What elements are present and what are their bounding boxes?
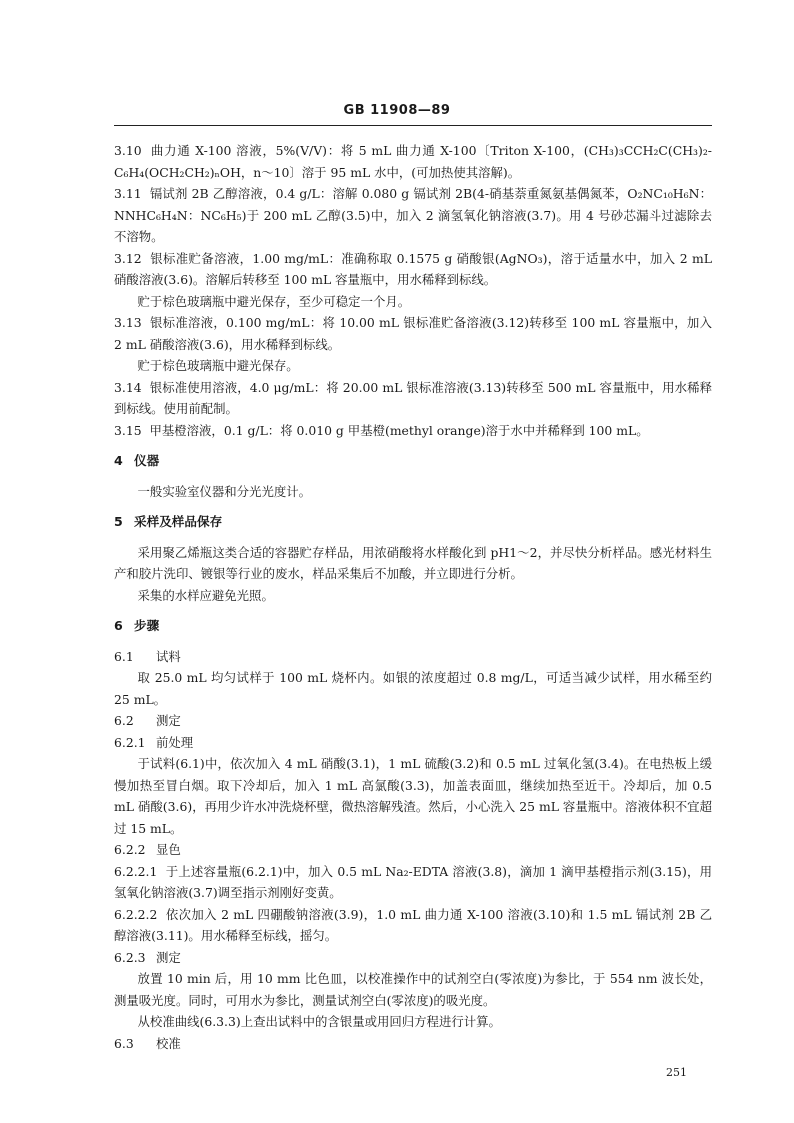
reagent-text: 银标准溶液，0.100 mg/mL：将 10.00 mL 银标准贮备溶液(3.12)转移至 100 mL 容量瓶中，加入 2 mL 硝酸溶液(3.6)，用水稀释到标线。 bbox=[114, 315, 712, 352]
reagent-item bbox=[114, 140, 712, 183]
paragraph: 取 25.0 mL 均匀试样于 100 mL 烧杯内。如银的浓度超过 0.8 mg/L，可适当减少试样，用水稀至约 25 mL。 bbox=[114, 670, 712, 707]
reagent-item bbox=[114, 312, 712, 355]
subsection-heading bbox=[114, 710, 712, 732]
section-number: 4 bbox=[114, 453, 123, 468]
reagent-number: 3.15 bbox=[114, 422, 142, 438]
section-number: 5 bbox=[114, 514, 123, 529]
subsection-number: 6.2.1 bbox=[114, 734, 146, 750]
section-heading-sampling bbox=[114, 511, 712, 533]
subsection-title: 校准 bbox=[156, 1035, 181, 1051]
subsection-heading bbox=[114, 839, 712, 861]
clause-text: 依次加入 2 mL 四硼酸钠溶液(3.9)，1.0 mL 曲力通 X-100 溶液(3.10)和 1.5 mL 镉试剂 2B 乙醇溶液(3.11)。用水稀释至标线，摇匀。 bbox=[114, 906, 712, 943]
section-number: 6 bbox=[114, 618, 123, 633]
subsection-heading bbox=[114, 646, 712, 668]
subsection-number: 6.1 bbox=[114, 648, 134, 664]
subsection-title: 试料 bbox=[156, 648, 181, 664]
subsection-heading bbox=[114, 947, 712, 969]
subsection-number: 6.2.2 bbox=[114, 842, 146, 857]
reagent-number: 3.10 bbox=[114, 143, 142, 158]
subsection-number: 6.2.3 bbox=[114, 949, 146, 965]
section-title: 步骤 bbox=[134, 618, 160, 633]
paragraph: 于试料(6.1)中，依次加入 4 mL 硝酸(3.1)，1 mL 硫酸(3.2)和 0.5 mL 过氧化氢(3.4)。在电热板上缓慢加热至冒白烟。取下冷却后，加入 1 mL 高氯酸(3.3)，加盖表面皿，继续加热至近干。冷却后，加 0.5 mL 硝酸(3.6)，再用少许水冲洗烧杯壁，微热溶解残渣。然后，小心洗入 25 mL 容量瓶中。溶液体积不宜超过 15 mL。 bbox=[114, 756, 712, 836]
subsection-heading bbox=[114, 732, 712, 754]
subsection-number: 6.3 bbox=[114, 1035, 134, 1051]
reagent-item bbox=[114, 377, 712, 420]
storage-note: 贮于棕色玻璃瓶中避光保存，至少可稳定一个月。 bbox=[137, 293, 411, 309]
subsection-title: 测定 bbox=[156, 713, 181, 728]
clause-number: 6.2.2.2 bbox=[114, 906, 158, 922]
numbered-paragraph bbox=[114, 904, 712, 947]
subsection-number: 6.2 bbox=[114, 713, 134, 728]
reagent-list bbox=[114, 140, 712, 441]
reagent-number: 3.13 bbox=[114, 315, 142, 330]
subsection-title: 显色 bbox=[156, 842, 181, 857]
header-rule bbox=[114, 125, 712, 126]
reagent-item bbox=[114, 420, 712, 442]
reagent-text: 银标准使用溶液，4.0 μg/mL：将 20.00 mL 银标准溶液(3.13)转移至 500 mL 容量瓶中，用水稀释到标线。使用前配制。 bbox=[114, 379, 712, 416]
paragraph: 放置 10 min 后，用 10 mm 比色皿，以校准操作中的试剂空白(零浓度)为参比，于 554 nm 波长处，测量吸光度。同时，可用水为参比，测量试剂空白(零浓度)的吸光度。 bbox=[114, 971, 712, 1008]
paragraph: 采集的水样应避免光照。 bbox=[137, 587, 274, 603]
subsection-title: 前处理 bbox=[156, 734, 194, 750]
clause-number: 6.2.2.1 bbox=[114, 863, 158, 879]
clause-text: 于上述容量瓶(6.2.1)中，加入 0.5 mL Na₂-EDTA 溶液(3.8)，滴加 1 滴甲基橙指示剂(3.15)，用氢氧化钠溶液(3.7)调至指示剂刚好变黄。 bbox=[114, 863, 712, 900]
paragraph: 采用聚乙烯瓶这类合适的容器贮存样品，用浓硝酸将水样酸化到 pH1～2，并尽快分析样品。感光材料生产和胶片洗印、镀银等行业的废水，样品采集后不加酸，并立即进行分析。 bbox=[114, 544, 712, 581]
reagent-text: 甲基橙溶液，0.1 g/L：将 0.010 g 甲基橙(methyl orange)溶于水中并稀释到 100 mL。 bbox=[149, 422, 649, 438]
reagent-text: 镉试剂 2B 乙醇溶液，0.4 g/L：溶解 0.080 g 镉试剂 2B(4-硝基萘重氮氨基偶氮苯，O₂NC₁₀H₆N：NNHC₆H₄N：NC₆H₅)于 200 mL 乙醇(3.5)中，加入 2 滴氢氧化钠溶液(3.7)。用 4 号砂芯漏斗过滤除去不溶物。 bbox=[114, 186, 712, 244]
reagent-text: 曲力通 X-100 溶液，5%(V/V)：将 5 mL 曲力通 X-100〔Triton X-100，(CH₃)₃CCH₂C(CH₃)₂-C₆H₄(OCH₂CH₂)ₙOH，n～10〕溶于 95 mL 水中，(可加热使其溶解)。 bbox=[114, 143, 712, 180]
section-heading-procedure bbox=[114, 615, 712, 637]
reagent-number: 3.12 bbox=[114, 250, 142, 266]
reagent-item bbox=[114, 248, 712, 291]
paragraph: 一般实验室仪器和分光光度计。 bbox=[137, 483, 312, 499]
reagent-text: 银标准贮备溶液，1.00 mg/mL：准确称取 0.1575 g 硝酸银(AgNO₃)，溶于适量水中，加入 2 mL 硝酸溶液(3.6)。溶解后转移至 100 mL 容量瓶中，用水稀释到标线。 bbox=[114, 250, 712, 287]
page-number: 251 bbox=[666, 1066, 687, 1079]
section-heading-instruments bbox=[114, 450, 712, 472]
section-title: 仪器 bbox=[134, 453, 160, 468]
subsection-heading bbox=[114, 1033, 712, 1055]
paragraph: 从校准曲线(6.3.3)上查出试料中的含银量或用回归方程进行计算。 bbox=[137, 1014, 501, 1029]
section-title: 采样及样品保存 bbox=[134, 514, 223, 529]
subsection-title: 测定 bbox=[156, 949, 181, 965]
storage-note: 贮于棕色玻璃瓶中避光保存。 bbox=[137, 358, 299, 373]
numbered-paragraph bbox=[114, 861, 712, 904]
document-body bbox=[114, 140, 712, 1054]
standard-header: GB 11908—89 bbox=[343, 103, 451, 118]
reagent-item bbox=[114, 183, 712, 248]
reagent-number: 3.14 bbox=[114, 379, 142, 395]
reagent-number: 3.11 bbox=[114, 186, 142, 201]
